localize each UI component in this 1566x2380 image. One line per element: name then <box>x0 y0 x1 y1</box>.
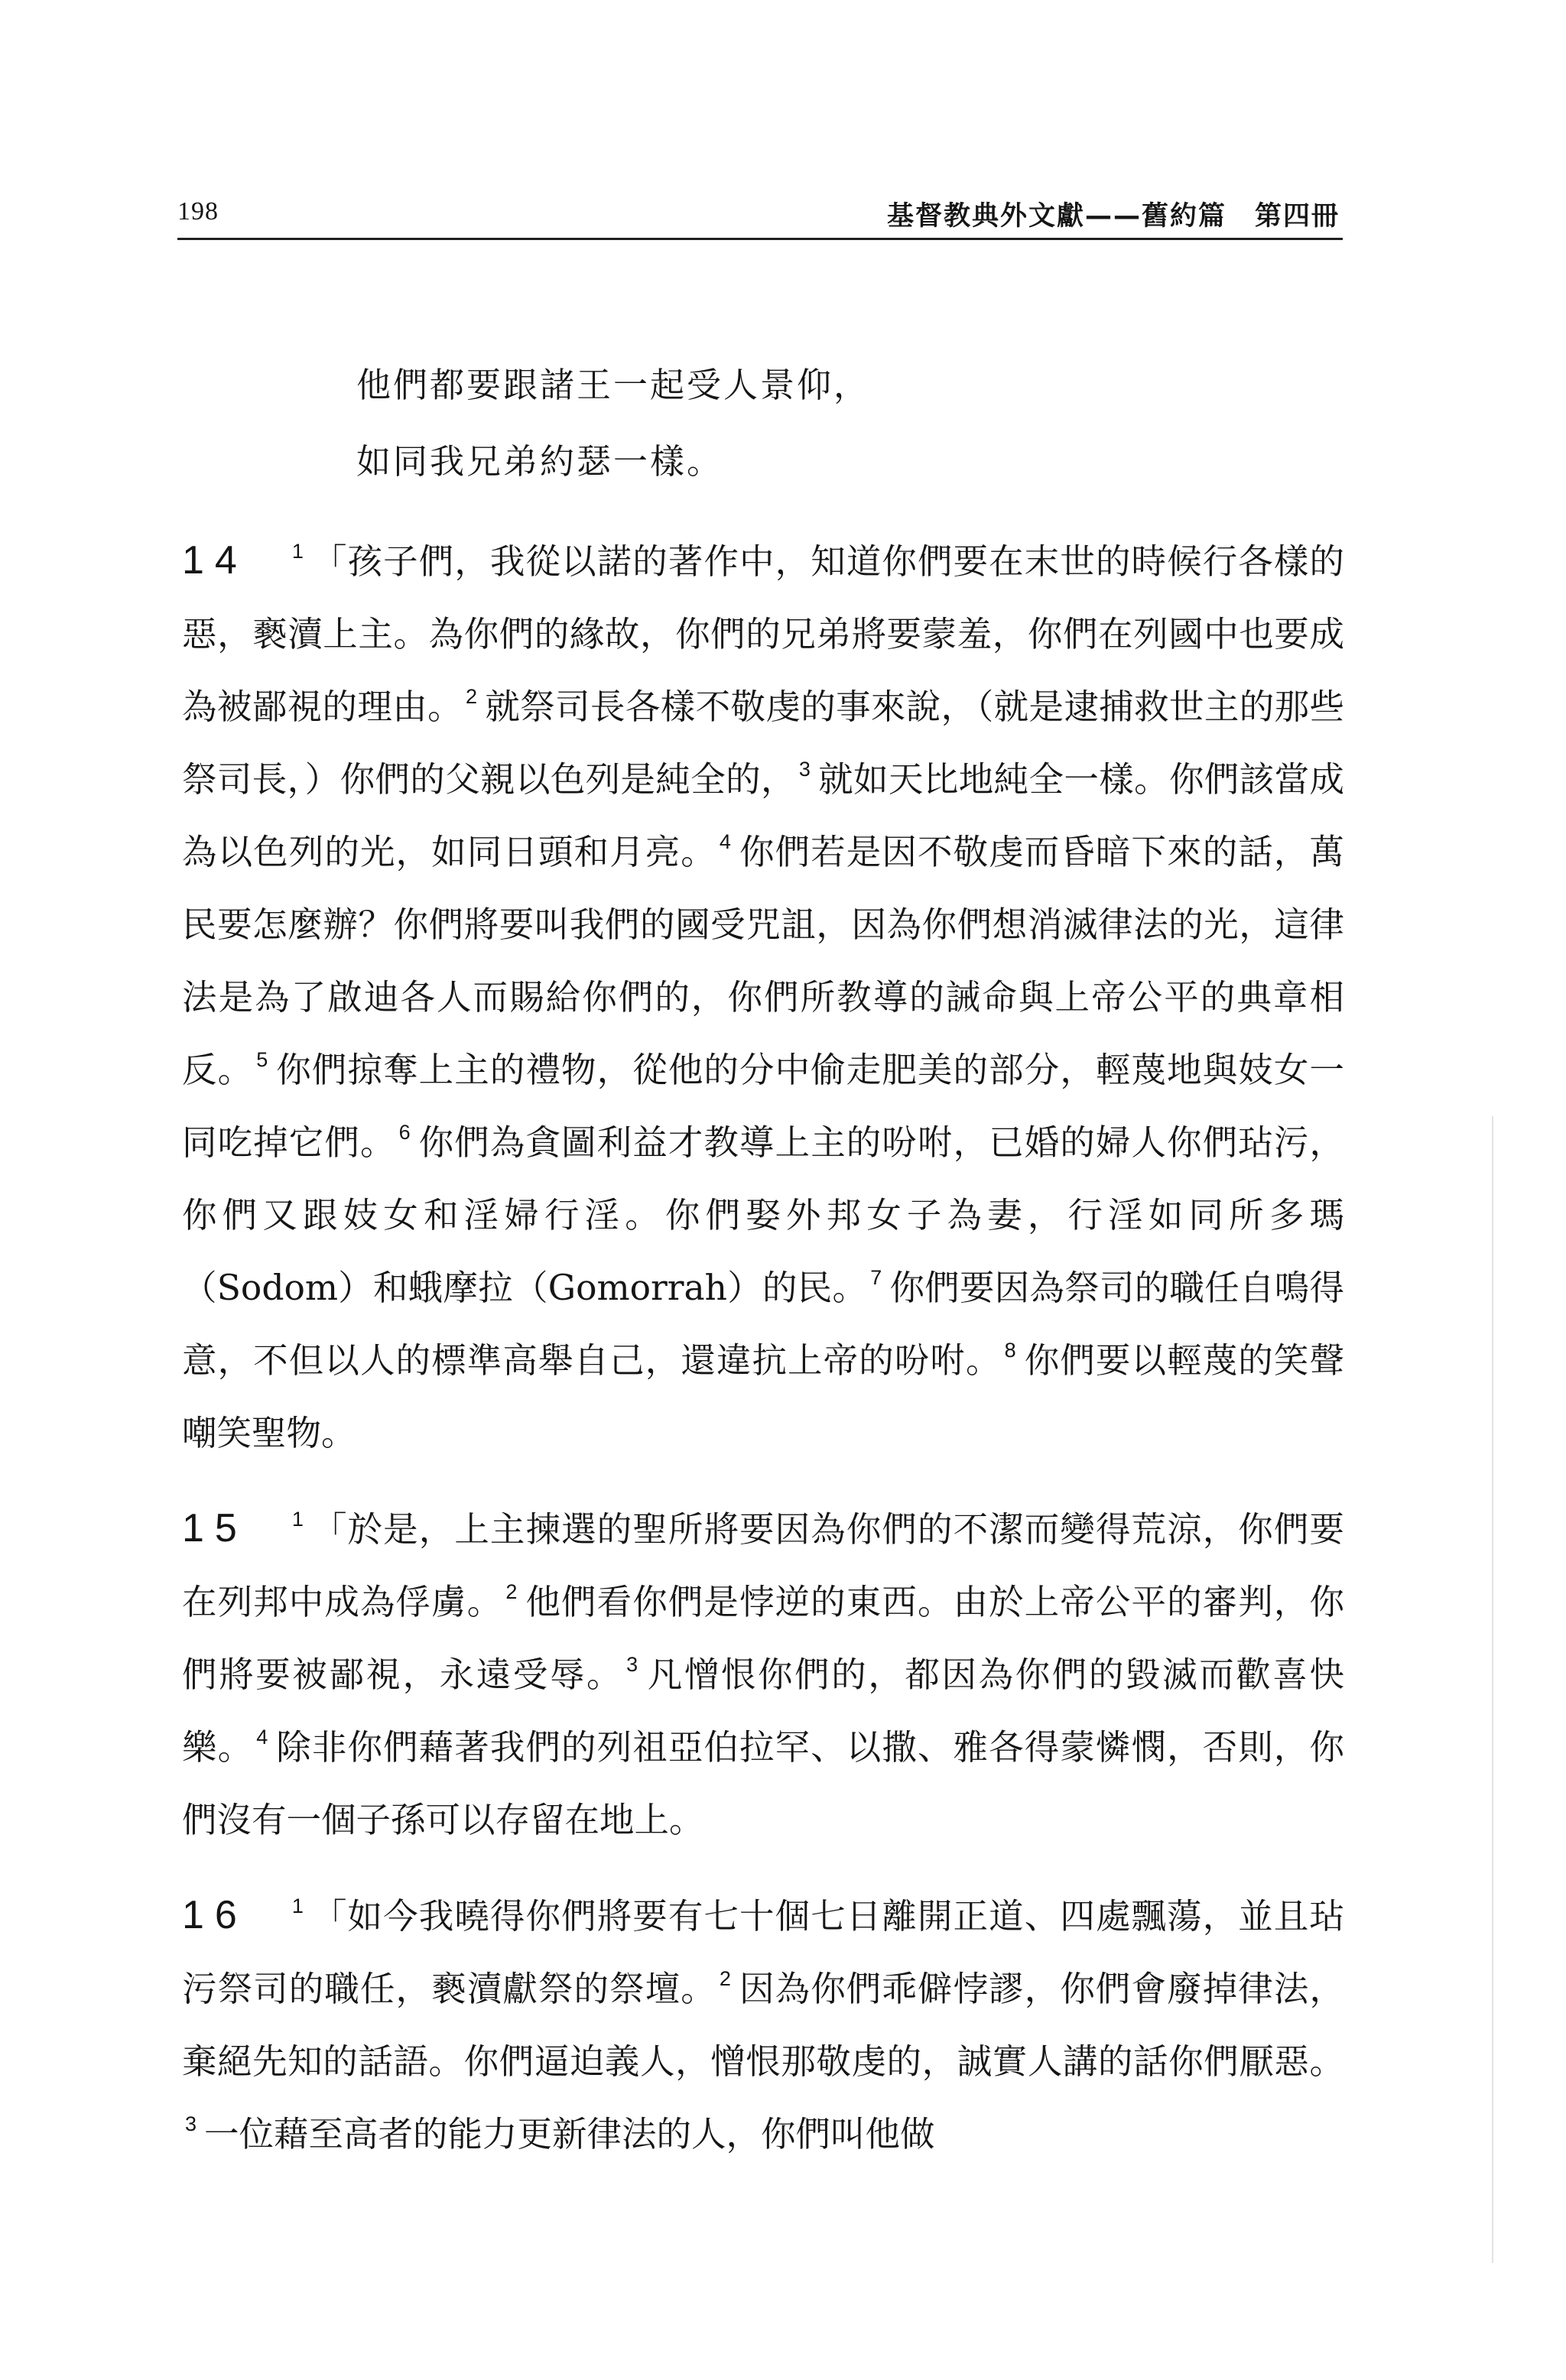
chapter-number: 14 <box>182 538 248 583</box>
chapter-number: 15 <box>182 1506 248 1550</box>
verse-text: 一位藉至高者的能力更新律法的人，你們叫他做 <box>204 2114 935 2154</box>
running-head: 基督教典外文獻——舊約篇 第四冊 <box>886 201 1340 232</box>
page-edge-shadow <box>1492 1116 1493 2263</box>
poem-line: 他們都要跟諸王一起受人景仰， <box>356 365 871 405</box>
chapter-number: 16 <box>182 1893 248 1937</box>
verse-text: 你們若是因不敬虔而昏暗下來的話，萬民要怎麼辦？你們將要叫我們的國受咒詛，因為你們想消滅律法的光，這律法是為了啟迪各人而賜給你們的，你們所教導的誡命與上帝公平的典章相反。 <box>182 832 1344 1090</box>
verse-text: 「孩子們，我從以諾的著作中，知道你們要在末世的時候行各樣的惡，褻瀆上主。為你們的緣故，你們的兄弟將要蒙羞，你們在列國中也要成為被鄙視的理由。 <box>182 541 1344 727</box>
poem-line: 如同我兄弟約瑟一樣。 <box>356 441 724 482</box>
verse-number: 1 <box>291 1895 304 1917</box>
verse-number: 3 <box>626 1653 638 1676</box>
chapter-16 <box>182 1879 1344 2171</box>
verse-text: 就如天比地純全一樣。你們該當成為以色列的光，如同日頭和月亮。 <box>182 759 1344 872</box>
verse-number: 2 <box>465 685 477 708</box>
verse-text: 你們要因為祭司的職任自鳴得意，不但以人的標準高舉自己，還違抗上帝的吩咐。 <box>182 1268 1344 1381</box>
verse-text: 凡憎恨你們的，都因為你們的毀滅而歡喜快樂。 <box>182 1654 1344 1768</box>
verse-number: 2 <box>505 1580 518 1603</box>
verse-number: 3 <box>185 2112 197 2135</box>
verse-text: 他們看你們是悖逆的東西。由於上帝公平的審判，你們將要被鄙視，永遠受辱。 <box>182 1582 1344 1695</box>
verse-text: 就祭司長各樣不敬虔的事來說，（就是逮捕救世主的那些祭司長，）你們的父親以色列是純全的， <box>182 687 1344 800</box>
verse-number: 4 <box>256 1726 268 1748</box>
verse-number: 7 <box>870 1266 882 1289</box>
verse-text: 你們要以輕蔑的笑聲嘲笑聖物。 <box>182 1340 1344 1453</box>
header-rule <box>177 238 1343 240</box>
verse-text: 「於是，上主揀選的聖所將要因為你們的不潔而變得荒涼，你們要在列邦中成為俘虜。 <box>182 1509 1344 1622</box>
verse-number: 1 <box>291 540 304 563</box>
verse-number: 4 <box>719 830 731 853</box>
poem-block <box>356 347 870 500</box>
verse-text: 你們為貪圖利益才教導上主的吩咐，已婚的婦人你們玷污，你們又跟妓女和淫婦行淫。你們娶外邦女子為妻，行淫如同所多瑪（Sodom）和蛾摩拉（Gomorrah）的民。 <box>182 1122 1344 1308</box>
verse-text: 除非你們藉著我們的列祖亞伯拉罕、以撒、雅各得蒙憐憫，否則，你們沒有一個子孫可以存留在地上。 <box>182 1727 1344 1840</box>
verse-number: 5 <box>256 1048 268 1071</box>
verse-text: 「如今我曉得你們將要有七十個七日離開正道、四處飄蕩，並且玷污祭司的職任，褻瀆獻祭的祭壇。 <box>182 1896 1344 2009</box>
verse-number: 2 <box>719 1967 731 1990</box>
chapter-15 <box>182 1492 1344 1856</box>
page-number: 198 <box>177 197 219 226</box>
verse-number: 6 <box>398 1121 411 1144</box>
verse-number: 3 <box>798 758 811 781</box>
verse-text: 你們掠奪上主的禮物，從他的分中偷走肥美的部分，輕蔑地與妓女一同吃掉它們。 <box>182 1050 1344 1163</box>
verse-number: 1 <box>291 1508 304 1531</box>
chapter-14 <box>182 524 1344 1469</box>
verse-number: 8 <box>1004 1339 1016 1362</box>
verse-text: 因為你們乖僻悖謬，你們會廢掉律法，棄絕先知的話語。你們逼迫義人，憎恨那敬虔的，誠實人講的話你們厭惡。 <box>182 1969 1344 2082</box>
